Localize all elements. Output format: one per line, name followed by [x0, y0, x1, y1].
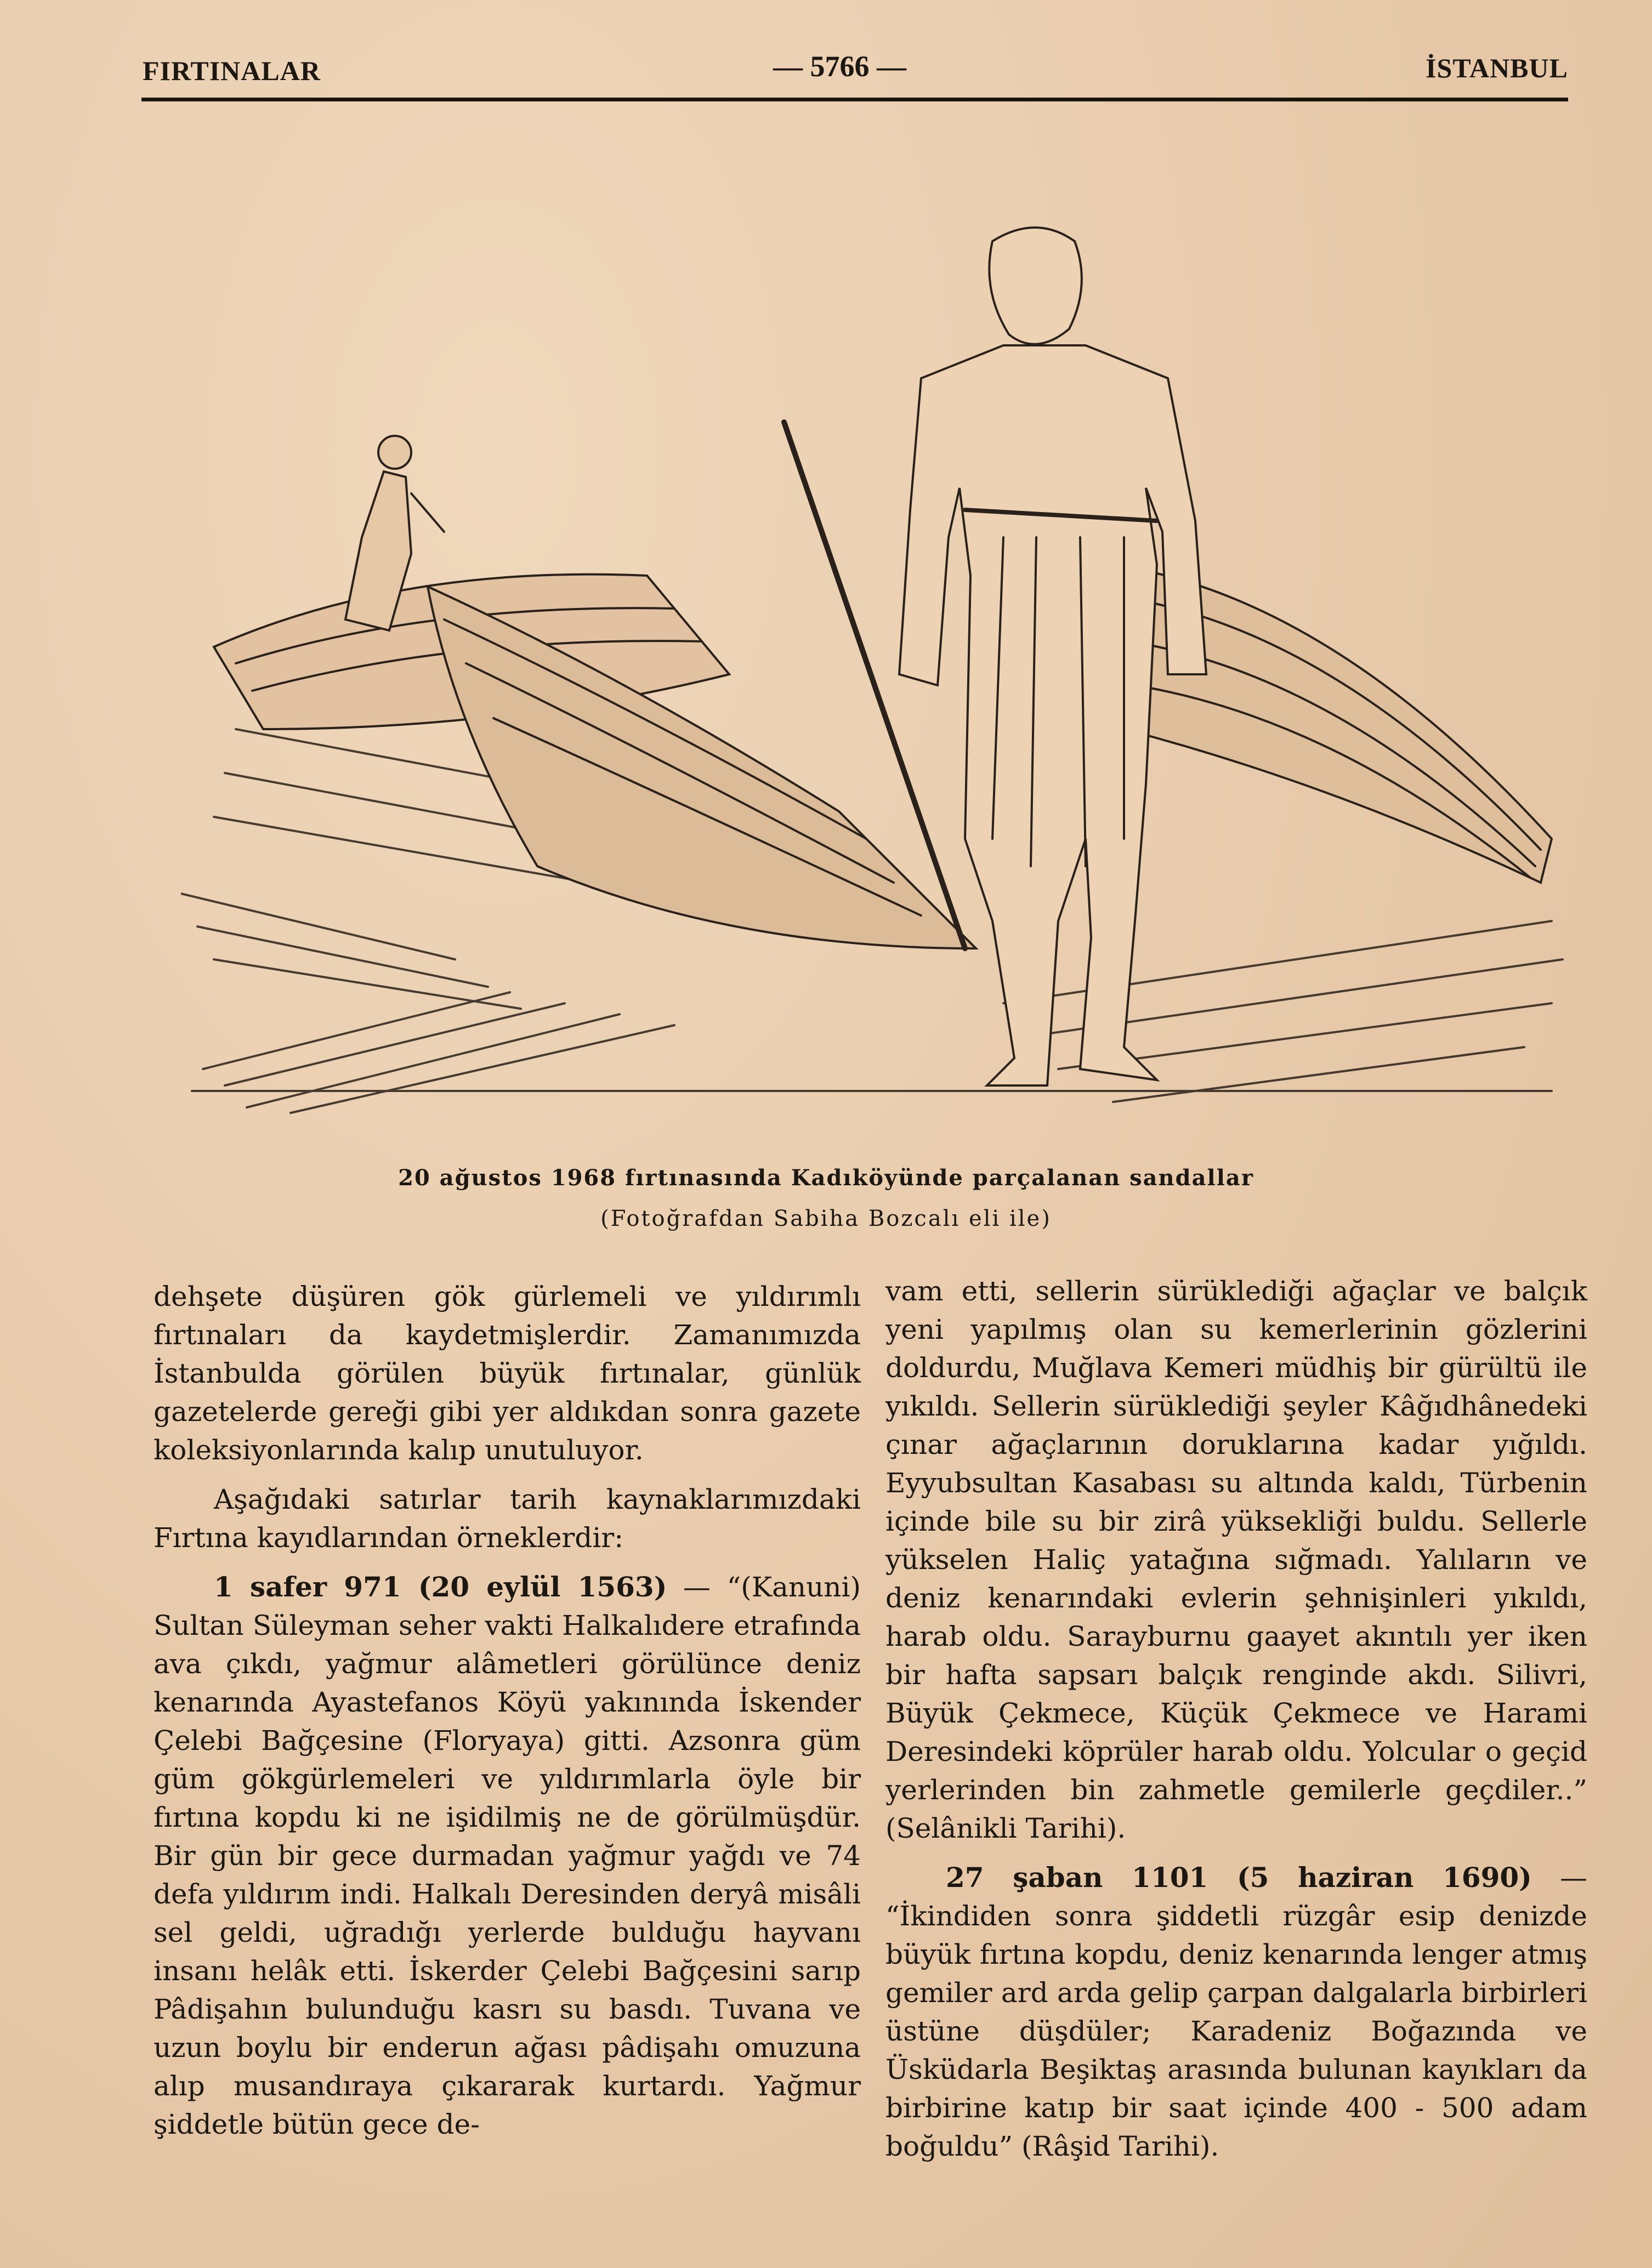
- figure-credit: (Fotoğrafdan Sabiha Bozcalı eli ile): [600, 1206, 1052, 1231]
- entry-date: 1 safer 971 (20 eylül 1563): [214, 1571, 667, 1603]
- paragraph: vam etti, sellerin sürüklediği ağaçlar ve balçık yeni yapılmış olan su kemerlerinin gözlerini doldurdu, Muğlava Kemeri müdhiş bir gürültü ile yıkıldı. Sellerin sürüklediği şeyler Kâğıdhânedeki çınar ağaçlarının doruklarına kadar yığıldı. Eyyubsultan Kasabası su altında kaldı, Türbenin içinde bile su bir zirâ yüksekliği buldu. Sellerle yükselen Haliç yatağına sığmadı. Yalıların ve deniz kenarındaki evlerin şehnişinleri yıkıldı, harab oldu. Sarayburnu gaayet akıntılı yer iken bir hafta sapsarı balçık renginde akdı. Silivri, Büyük Çekmece, Küçük Çekmece ve Harami Deresindeki köprüler harab oldu. Yolcular o geçid yerlerinden bin zahmetle gemilerle geçdiler..” (Selânikli Tarihi).: [885, 1275, 1587, 1844]
- paragraph: [885, 1858, 1587, 2165]
- figure-caption: 20 ağustos 1968 fırtınasında Kadıköyünde parçalanan sandallar: [398, 1165, 1254, 1191]
- header-rule: [141, 98, 1568, 101]
- header-section-title: FIRTINALAR: [143, 55, 321, 86]
- entry-text: — “(Kanuni) Sultan Süleyman seher vakti Halkalıdere etrafında ava çıkdı, yağmur alâmetleri görülünce deniz kenarında Ayastefanos Köyü yakınında İskender Çelebi Bağçesine (Floryaya) gitti. Azsonra güm güm gökgürlemeleri ve yıldırımlarla öyle bir fırtına kopdu ki ne işidilmiş ne de görülmüşdür. Bir gün bir gece durmadan yağmur yağdı ve 74 defa yıldırım indi. Halkalı Deresinden deryâ misâli sel geldi, uğradığı yerlerde bulduğu hayvanı insanı helâk etti. İskerder Çelebi Bağçesini sarıp Pâdişahın bulunduğu kasrı su basdı. Tuvana ve uzun boylu bir enderun ağası pâdişahı omuzuna alıp musandıraya çıkararak kurtardı. Yağmur şiddetle bütün gece de-: [154, 1571, 861, 2140]
- paragraph: dehşete düşüren gök gürlemeli ve yıldırımlı fırtınaları da kaydetmişlerdir. Zamanımızda İstanbulda görülen büyük fırtınalar, günlük gazetelerde gereği gibi yer aldıkdan sonra gazete koleksiyonlarında kalıp unutuluyor.: [154, 1281, 861, 1466]
- entry-text: — “İkindiden sonra şiddetli rüzgâr esip denizde büyük fırtına kopdu, deniz kenarında lenger atmış gemiler ard arda gelip çarpan dalgalarla birbirleri üstüne düşdüler; Karadeniz Boğazında ve Üsküdarla Beşiktaş arasında bulunan kayıkları da birbirine katıp bir saat içinde 400 - 500 adam boğuldu” (Râşid Tarihi).: [885, 1862, 1587, 2162]
- page-number: — 5766 —: [773, 50, 906, 83]
- paragraph: [154, 1568, 861, 2144]
- left-column: [154, 1277, 861, 2155]
- header-volume-title: İSTANBUL: [1426, 53, 1568, 83]
- entry-date: 27 şaban 1101 (5 haziran 1690): [946, 1861, 1532, 1894]
- running-header: [143, 49, 1568, 99]
- paragraph: Aşağıdaki satırlar tarih kaynaklarımızdaki Fırtına kayıdlarından örneklerdir:: [154, 1483, 861, 1554]
- illustration-wrecked-boats: [181, 181, 1574, 1124]
- right-column: [885, 1272, 1587, 2176]
